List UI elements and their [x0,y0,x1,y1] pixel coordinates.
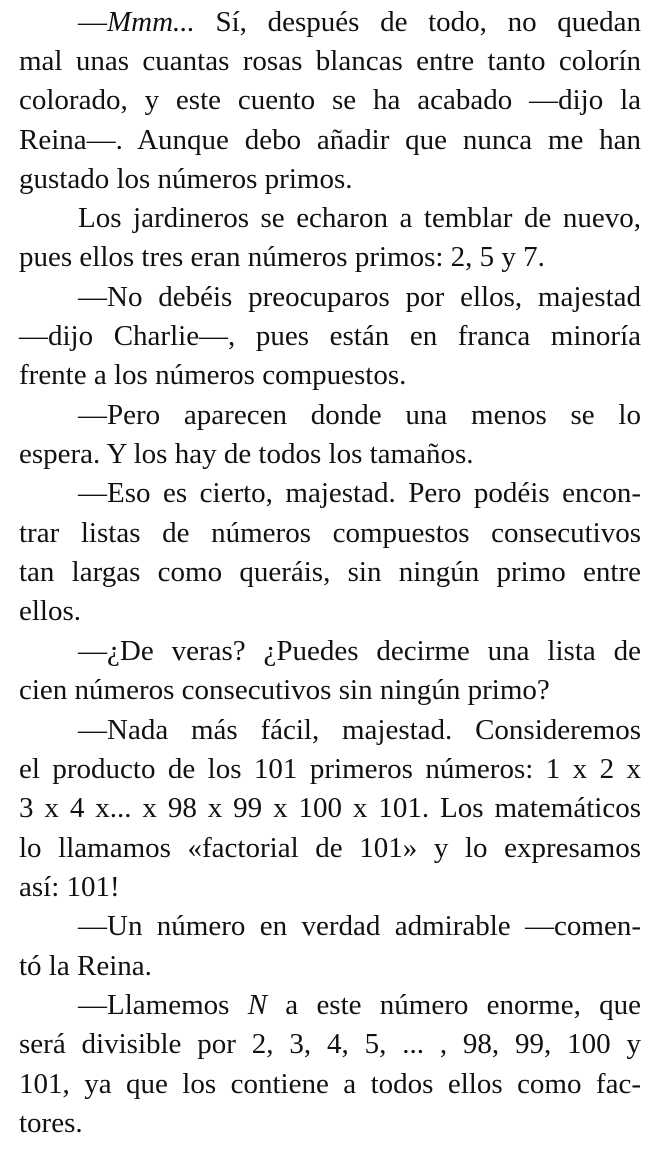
text-line: 3 x 4 x... x 98 x 99 x 100 x 101. Los matemáticos [19,792,641,824]
text-line: —Nada más fácil, majestad. Consideremos [78,714,641,746]
text-line: 101, ya que los contiene a todos ellos como fac- [19,1068,641,1100]
text-line: Los jardineros se echaron a temblar de nuevo, [78,202,641,234]
text-line: así: 101! [19,871,120,903]
text-line: —Un número en verdad admirable —comen- [78,910,641,942]
text-line: ellos. [19,595,82,627]
text-line: el producto de los 101 primeros números: 1 x 2 x [19,753,641,785]
text-line: —dijo Charlie—, pues están en franca minoría [19,320,641,352]
text-line: lo llamamos «factorial de 101» y lo expresamos [19,832,641,864]
text-line: trar listas de números compuestos consecutivos [19,517,641,549]
text-line: Reina—. Aunque debo añadir que nunca me han [19,124,641,156]
text-line: —Eso es cierto, majestad. Pero podéis encon- [78,477,641,509]
text-line: —No debéis preocuparos por ellos, majestad [78,281,641,313]
text-line: tan largas como queráis, sin ningún primo entre [19,556,641,588]
text-line: —Llamemos N a este número enorme, que [78,989,641,1021]
text-line: frente a los números compuestos. [19,359,407,391]
text-line: cien números consecutivos sin ningún primo? [19,674,550,706]
text-line: —Pero aparecen donde una menos se lo [78,399,641,431]
text-line: mal unas cuantas rosas blancas entre tanto colorín [19,45,641,77]
text-line: tores. [19,1107,83,1139]
text-line: gustado los números primos. [19,163,353,195]
text-line: —¿De veras? ¿Puedes decirme una lista de [78,635,641,667]
text-line: será divisible por 2, 3, 4, 5, ... , 98, 99, 100 y [19,1028,641,1060]
text-line: colorado, y este cuento se ha acabado —dijo la [19,84,641,116]
text-line: pues ellos tres eran números primos: 2, 5 y 7. [19,241,545,273]
text-line: tó la Reina. [19,950,152,982]
text-line: —Mmm... Sí, después de todo, no quedan [78,6,641,38]
text-line: espera. Y los hay de todos los tamaños. [19,438,474,470]
